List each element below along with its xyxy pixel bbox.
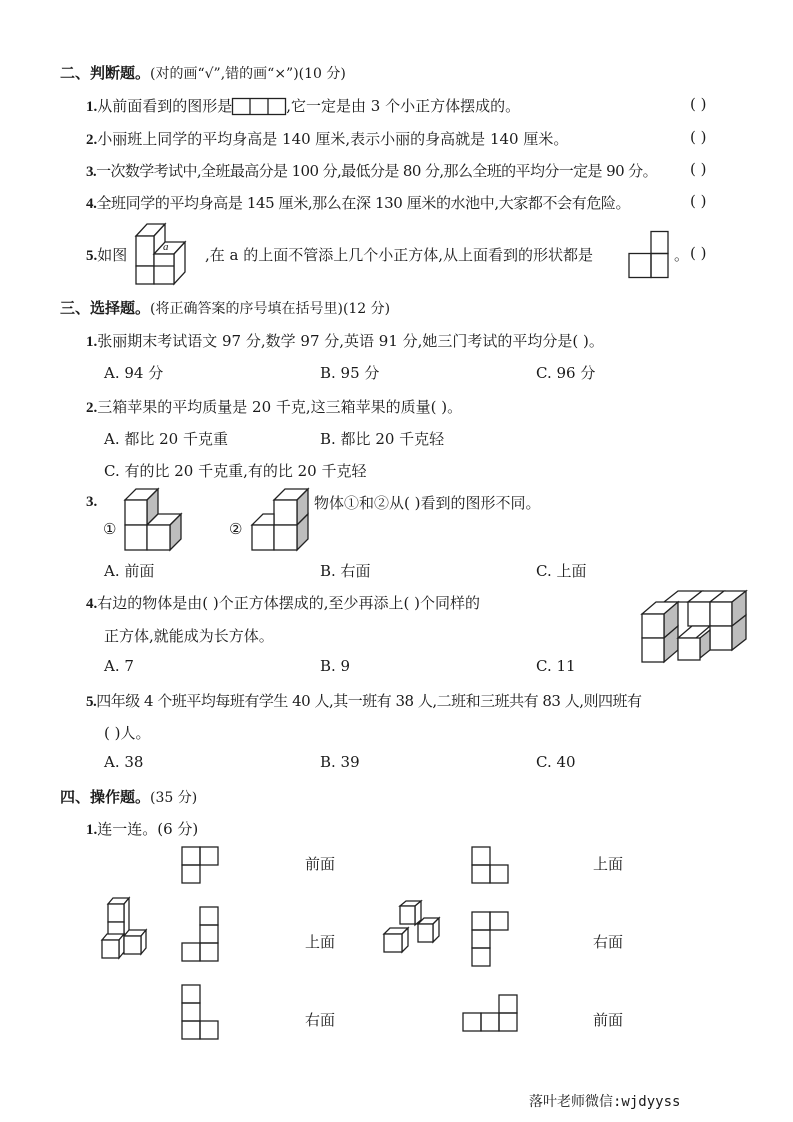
- judge-item-3: [86, 160, 657, 181]
- section-note: (对的画“√”,错的画“×”)(10 分): [150, 66, 346, 82]
- choice-item-4-cont: 正方体,就能成为长方体。: [104, 627, 274, 645]
- item-number: 4.: [86, 596, 98, 612]
- answer-blank[interactable]: ( ): [690, 128, 707, 146]
- cube-object-1: [124, 488, 190, 546]
- section-note: (将正确答案的序号填在括号里)(12 分): [150, 301, 391, 317]
- item-text: 如图: [97, 246, 128, 264]
- item-text: 连一连。(6 分): [97, 820, 199, 838]
- left-view-3: [181, 984, 221, 1044]
- option-b[interactable]: B. 95 分: [320, 364, 380, 382]
- judge-item-5-num: [86, 244, 127, 265]
- option-b[interactable]: B. 右面: [320, 562, 371, 580]
- item-text: 张丽期末考试语文 97 分,数学 97 分,英语 91 分,她三门考试的平均分是( )。: [97, 332, 604, 350]
- item-text: 四年级 4 个班平均每班有学生 40 人,其一班有 38 人,二班和三班共有 83 人,则四班有: [96, 692, 642, 710]
- footer-contact: 落叶老师微信:wjdyyss: [529, 1094, 681, 1110]
- choice-item-4: [86, 592, 480, 613]
- section-title: 二、判断题。: [60, 64, 151, 82]
- three-square-figure: [232, 98, 286, 114]
- item-number: 5.: [86, 248, 98, 264]
- section-judge-heading: [60, 62, 346, 83]
- solid-left: [102, 892, 162, 962]
- answer-blank[interactable]: ( ): [690, 244, 707, 262]
- section-title: 三、选择题。: [60, 299, 151, 317]
- option-c[interactable]: C. 96 分: [536, 364, 596, 382]
- left-view-1: [181, 846, 221, 886]
- section-operation-heading: [60, 786, 197, 807]
- choice-item-1: [86, 330, 604, 351]
- option-b[interactable]: B. 39: [320, 753, 360, 771]
- item-text: ,在 a 的上面不管添上几个小正方体,从上面看到的形状都是: [205, 246, 594, 264]
- item-number: 3.: [86, 164, 97, 180]
- option-a[interactable]: A. 94 分: [104, 364, 164, 382]
- solid-right: [383, 900, 449, 950]
- section-title: 四、操作题。: [60, 788, 151, 806]
- option-a[interactable]: A. 7: [104, 657, 134, 675]
- cube-stack-figure: [640, 590, 752, 668]
- choice-item-3-text: 物体①和②从( )看到的图形不同。: [314, 494, 541, 512]
- option-c[interactable]: C. 有的比 20 千克重,有的比 20 千克轻: [104, 462, 367, 480]
- item-number: 5.: [86, 694, 97, 710]
- judge-item-5-text: [205, 244, 593, 265]
- right-view-3: [462, 994, 522, 1034]
- item-text: 一次数学考试中,全班最高分是 100 分,最低分是 80 分,那么全班的平均分一定是 90 分。: [96, 162, 657, 180]
- object-label-2: ②: [229, 520, 243, 538]
- item-number: 2.: [86, 400, 98, 416]
- operation-item-1: [86, 818, 198, 839]
- option-c[interactable]: C. 上面: [536, 562, 587, 580]
- judge-item-1: [86, 95, 520, 116]
- right-view-1: [471, 846, 511, 886]
- left-label-3[interactable]: 右面: [305, 1011, 336, 1029]
- right-label-3[interactable]: 前面: [593, 1011, 624, 1029]
- cube-object-2: [251, 488, 317, 550]
- item-text: 三箱苹果的平均质量是 20 千克,这三箱苹果的质量( )。: [97, 398, 463, 416]
- choice-item-5: [86, 690, 642, 711]
- right-label-2[interactable]: 右面: [593, 933, 624, 951]
- item-text: 全班同学的平均身高是 145 厘米,那么在深 130 厘米的水池中,大家都不会有危险。: [96, 194, 631, 212]
- judge-item-4: [86, 192, 630, 213]
- section-note: (35 分): [150, 790, 198, 806]
- option-c[interactable]: C. 40: [536, 753, 576, 771]
- right-view-2: [471, 911, 511, 971]
- item-number: 4.: [86, 196, 97, 212]
- option-a[interactable]: A. 38: [104, 753, 144, 771]
- item-text-cont: ,它一定是由 3 个小正方体摆成的。: [286, 97, 521, 115]
- choice-item-3-num: [86, 492, 97, 511]
- left-view-2: [181, 906, 221, 966]
- answer-blank[interactable]: ( ): [690, 192, 707, 210]
- answer-blank[interactable]: ( ): [690, 160, 707, 178]
- answer-blank[interactable]: ( ): [690, 95, 707, 113]
- left-label-2[interactable]: 上面: [305, 933, 336, 951]
- top-view-figure: [628, 231, 676, 279]
- judge-item-2: [86, 128, 568, 149]
- option-c[interactable]: C. 11: [536, 657, 576, 675]
- item-text: 从前面看到的图形是: [97, 97, 233, 115]
- item-text: 小丽班上同学的平均身高是 140 厘米,表示小丽的身高就是 140 厘米。: [97, 130, 569, 148]
- item-number: 2.: [86, 132, 98, 148]
- item-number: 3.: [86, 494, 98, 510]
- left-label-1[interactable]: 前面: [305, 855, 336, 873]
- item-text: 右边的物体是由( )个正方体摆成的,至少再添上( )个同样的: [97, 594, 480, 612]
- section-choice-heading: [60, 297, 390, 318]
- item-number: 1.: [86, 334, 98, 350]
- object-label-1: ①: [103, 520, 117, 538]
- item-number: 1.: [86, 99, 98, 115]
- right-label-1[interactable]: 上面: [593, 855, 624, 873]
- option-b[interactable]: B. 9: [320, 657, 351, 675]
- cube-figure-a: [133, 222, 213, 288]
- cube-label-a: a: [163, 241, 169, 253]
- choice-item-5-cont: ( )人。: [104, 724, 151, 742]
- judge-item-5-end: 。: [674, 246, 690, 264]
- item-number: 1.: [86, 822, 98, 838]
- option-a[interactable]: A. 前面: [104, 562, 155, 580]
- option-a[interactable]: A. 都比 20 千克重: [104, 430, 228, 448]
- option-b[interactable]: B. 都比 20 千克轻: [320, 430, 445, 448]
- choice-item-2: [86, 396, 462, 417]
